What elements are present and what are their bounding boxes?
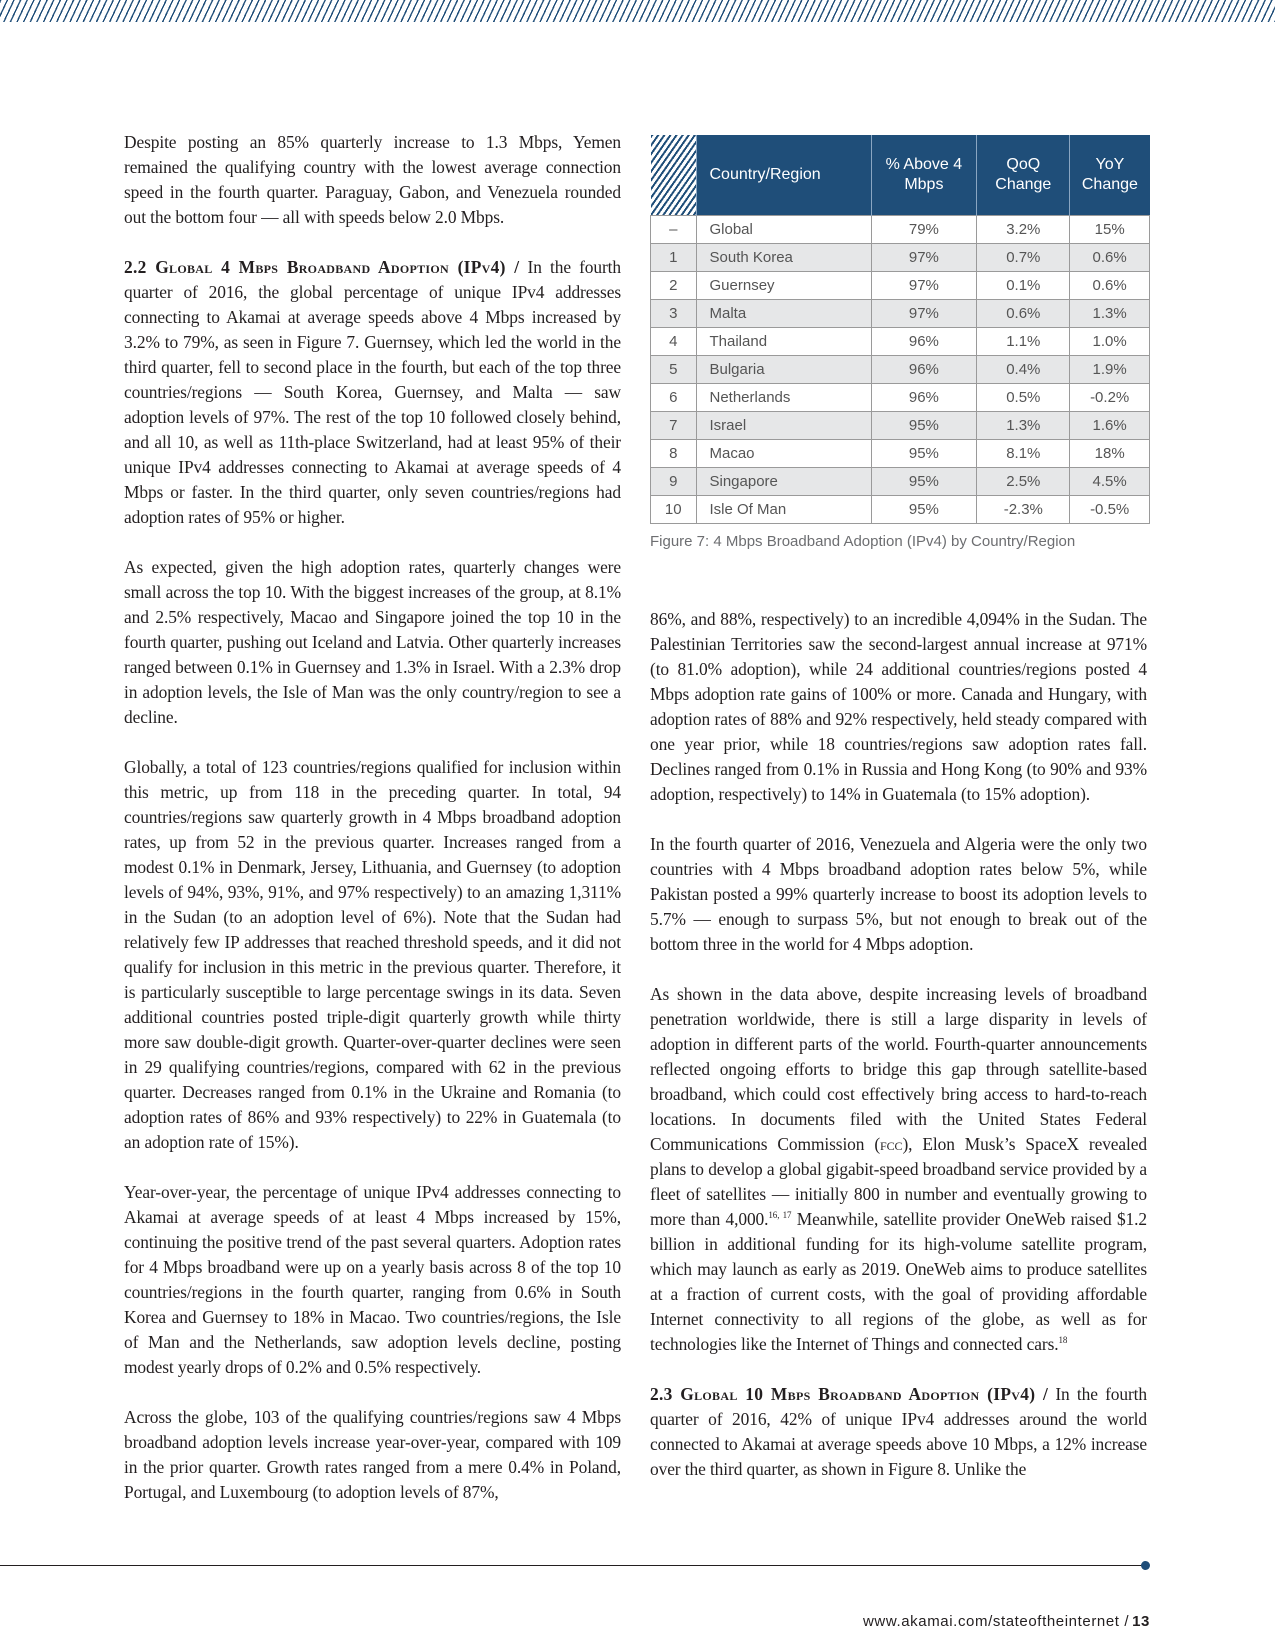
satellite-text-c: Meanwhile, satellite provider OneWeb raised $1.2 billion in additional funding for its high-volume satellite program, which may launch as early as 2019. OneWeb aims to produce satellites at a fraction of current costs, with the goal of providing affordable Internet connectivity to all regions of the globe, as well as for technologies like the Internet of Things and connected cars. [650,1209,1147,1354]
yoy-change-cell: 18% [1070,440,1150,468]
above-4mbps-cell: 95% [871,496,977,524]
header-yoy-label: YoY Change [1081,156,1138,193]
footer [863,1613,1150,1630]
footer-url-link[interactable]: www.akamai.com/stateoftheinternet / [862,1613,1130,1630]
left-text-column [124,130,621,1530]
header-above-4mbps-label: % Above 4 Mbps [885,156,963,193]
rank-cell: 10 [651,496,697,524]
rank-cell: 5 [651,356,697,384]
country-cell: South Korea [696,244,871,272]
table-row [651,412,1150,440]
right-text-column [650,607,1147,1507]
fcc-abbreviation: fcc [880,1134,903,1154]
yoy-change-cell: 15% [1070,216,1150,244]
above-4mbps-cell: 95% [871,440,977,468]
qoq-change-cell: 1.1% [977,328,1070,356]
above-4mbps-cell: 95% [871,468,977,496]
yoy-change-cell: 4.5% [1070,468,1150,496]
section-heading-2-2: 2.2 Global 4 Mbps Broadband Adoption (IPv4) / [124,257,520,277]
footer-dot [1141,1561,1150,1570]
page-number: 13 [1132,1613,1150,1630]
header-above-4mbps [871,135,977,216]
qoq-change-cell: 0.6% [977,300,1070,328]
header-qoq-label: QoQ Change [995,156,1052,193]
rank-cell: 7 [651,412,697,440]
rank-cell: – [651,216,697,244]
header-yoy-change [1070,135,1150,216]
qoq-change-cell: 3.2% [977,216,1070,244]
paragraph-section-2-3 [650,1382,1147,1482]
paragraph-top10-changes: As expected, given the high adoption rates, quarterly changes were small across the top 10. With the biggest increases of the group, at 8.1% and 2.5% respectively, Macao and Singapore joined the top 10 in the fourth quarter, pushing out Iceland and Latvia. Other quarterly increases ranged between 0.1% in Guernsey and 1.3% in Israel. With a 2.3% drop in adoption levels, the Isle of Man was the only country/region to see a decline. [124,557,621,727]
qoq-change-cell: 0.4% [977,356,1070,384]
yoy-change-cell: -0.5% [1070,496,1150,524]
table-row [651,440,1150,468]
above-4mbps-cell: 97% [871,244,977,272]
country-cell: Bulgaria [696,356,871,384]
yoy-change-cell: 0.6% [1070,244,1150,272]
paragraph-satellite-broadband [650,982,1147,1357]
satellite-text-b: ), Elon Musk’s SpaceX revealed plans to develop a global gigabit-speed broadband service provided by a fleet of satellites — initially 800 in number and eventually growing to more than 4,000. [650,1134,1147,1229]
paragraph-year-over-year: Year-over-year, the percentage of unique IPv4 addresses connecting to Akamai at average speeds of at least 4 Mbps increased by 15%, continuing the positive trend of the past several quarters. Adoption rates for 4 Mbps broadband were up on a yearly basis across 8 of the top 10 countries/regions in the fourth quarter, ranging from 0.6% in South Korea and Guernsey to 18% in Macao. Two countries/regions, the Isle of Man and the Netherlands, saw adoption levels decline, posting modest yearly drops of 0.2% and 0.5% respectively. [124,1182,621,1377]
section-2-3-text: In the fourth quarter of 2016, 42% of unique IPv4 addresses around the world connected to Akamai at average speeds above 10 Mbps, a 12% increase over the third quarter, as shown in Figure 8. Unlike the [650,1384,1147,1479]
above-4mbps-cell: 95% [871,412,977,440]
table-row [651,468,1150,496]
country-cell: Thailand [696,328,871,356]
rank-cell: 4 [651,328,697,356]
country-cell: Israel [696,412,871,440]
rank-cell: 9 [651,468,697,496]
country-cell: Guernsey [696,272,871,300]
above-4mbps-cell: 96% [871,356,977,384]
paragraph-section-2-2 [124,255,621,530]
above-4mbps-cell: 96% [871,384,977,412]
header-country-region: Country/Region [696,135,871,216]
yoy-change-cell: 1.6% [1070,412,1150,440]
qoq-change-cell: -2.3% [977,496,1070,524]
table-row [651,300,1150,328]
qoq-change-cell: 0.5% [977,384,1070,412]
yoy-change-cell: 0.6% [1070,272,1150,300]
rank-cell: 8 [651,440,697,468]
country-cell: Isle Of Man [696,496,871,524]
country-cell: Malta [696,300,871,328]
qoq-change-cell: 1.3% [977,412,1070,440]
paragraph-venezuela-algeria: In the fourth quarter of 2016, Venezuela and Algeria were the only two countries with 4 Mbps broadband adoption rates below 5%, while Pakistan posted a 99% quarterly increase to boost its adoption levels to 5.7% — enough to surpass 5%, but not enough to break out of the bottom three in the world for 4 Mbps adoption. [650,834,1147,954]
table-row [651,384,1150,412]
footnote-ref-18[interactable]: 18 [1058,1335,1068,1346]
rank-cell: 2 [651,272,697,300]
above-4mbps-cell: 79% [871,216,977,244]
rank-cell: 1 [651,244,697,272]
country-cell: Singapore [696,468,871,496]
table-row [651,272,1150,300]
above-4mbps-cell: 96% [871,328,977,356]
table-header-row [651,135,1150,216]
header-hatch-cell [651,135,697,216]
table-row [651,216,1150,244]
section-heading-2-3: 2.3 Global 10 Mbps Broadband Adoption (IPv4) / [650,1384,1049,1404]
paragraph-across-globe: Across the globe, 103 of the qualifying countries/regions saw 4 Mbps broadband adoption levels increase year-over-year, compared with 109 in the prior quarter. Growth rates ranged from a mere 0.4% in Poland, Portugal, and Luxembourg (to adoption levels of 87%, [124,1407,621,1502]
yoy-change-cell: 1.9% [1070,356,1150,384]
country-cell: Macao [696,440,871,468]
top-hatch-band [0,0,1275,22]
above-4mbps-cell: 97% [871,300,977,328]
adoption-table [650,135,1150,524]
above-4mbps-cell: 97% [871,272,977,300]
section-2-2-text: In the fourth quarter of 2016, the global percentage of unique IPv4 addresses connecting to Akamai at average speeds above 4 Mbps increased by 3.2% to 79%, as seen in Figure 7. Guernsey, which led the world in the third quarter, fell to second place in the fourth, but each of the top three countries/regions — South Korea, Guernsey, and Malta — saw adoption levels of 97%. The rest of the top 10 followed closely behind, and all 10, as well as 11th-place Switzerland, had at least 95% of their unique IPv4 addresses connecting to Akamai at average speeds of 4 Mbps or faster. In the third quarter, only seven countries/regions had adoption rates of 95% or higher. [124,257,621,527]
country-cell: Netherlands [696,384,871,412]
yoy-change-cell: 1.3% [1070,300,1150,328]
qoq-change-cell: 0.1% [977,272,1070,300]
table-row [651,328,1150,356]
table-row [651,356,1150,384]
satellite-text-a: As shown in the data above, despite increasing levels of broadband penetration worldwide, there is still a large disparity in levels of adoption in different parts of the world. Fourth-quarter announcements reflected ongoing efforts to bridge this gap through satellite-based broadband, which could cost effectively bring access to hard-to-reach locations. In documents filed with the United States Federal Communications Commission ( [650,984,1147,1154]
rank-cell: 3 [651,300,697,328]
paragraph-global-quarterly: Globally, a total of 123 countries/regions qualified for inclusion within this metric, up from 118 in the preceding quarter. In total, 94 countries/regions saw quarterly growth in 4 Mbps broadband adoption rates, up from 52 in the previous quarter. Increases ranged from a modest 0.1% in Denmark, Jersey, Lithuania, and Guernsey (to adoption levels of 94%, 93%, 91%, and 97% respectively) to an amazing 1,311% in the Sudan (to an adoption level of 6%). Note that the Sudan had relatively few IP addresses that reached threshold speeds, and it did not qualify for inclusion in this metric in the previous quarter. Therefore, it is particularly susceptible to large percentage swings in its data. Seven additional countries posted triple-digit quarterly growth while thirty more saw double-digit growth. Quarter-over-quarter declines were seen in 29 qualifying countries/regions, compared with 62 in the previous quarter. Decreases ranged from 0.1% in the Ukraine and Romania (to adoption rates of 86% and 93% respectively) to 22% in Guatemala (to an adoption rate of 15%). [124,757,621,1152]
paragraph-sudan-annual: 86%, and 88%, respectively) to an incredible 4,094% in the Sudan. The Palestinian Territories saw the second-largest annual increase at 971% (to 81.0% adoption), while 24 additional countries/regions posted 4 Mbps adoption rate gains of 100% or more. Canada and Hungary, with adoption rates of 88% and 92% respectively, held steady compared with one year prior, while 18 countries/regions saw adoption rates fall. Declines ranged from 0.1% in Russia and Hong Kong (to 90% and 93% adoption, respectively) to 14% in Guatemala (to 15% adoption). [650,609,1147,804]
yoy-change-cell: -0.2% [1070,384,1150,412]
yoy-change-cell: 1.0% [1070,328,1150,356]
footnote-ref-16-17[interactable]: 16, 17 [768,1210,792,1221]
figure-caption: Figure 7: 4 Mbps Broadband Adoption (IPv4) by Country/Region [650,533,1076,550]
qoq-change-cell: 8.1% [977,440,1070,468]
table-row [651,496,1150,524]
figure-7 [650,135,1150,550]
table-row [651,244,1150,272]
header-qoq-change [977,135,1070,216]
country-cell: Global [696,216,871,244]
qoq-change-cell: 0.7% [977,244,1070,272]
qoq-change-cell: 2.5% [977,468,1070,496]
table-body [651,216,1150,524]
rank-cell: 6 [651,384,697,412]
paragraph-yemen: Despite posting an 85% quarterly increase to 1.3 Mbps, Yemen remained the qualifying country with the lowest average connection speed in the fourth quarter. Paraguay, Gabon, and Venezuela rounded out the bottom four — all with speeds below 2.0 Mbps. [124,132,621,227]
footer-rule [0,1565,1145,1566]
